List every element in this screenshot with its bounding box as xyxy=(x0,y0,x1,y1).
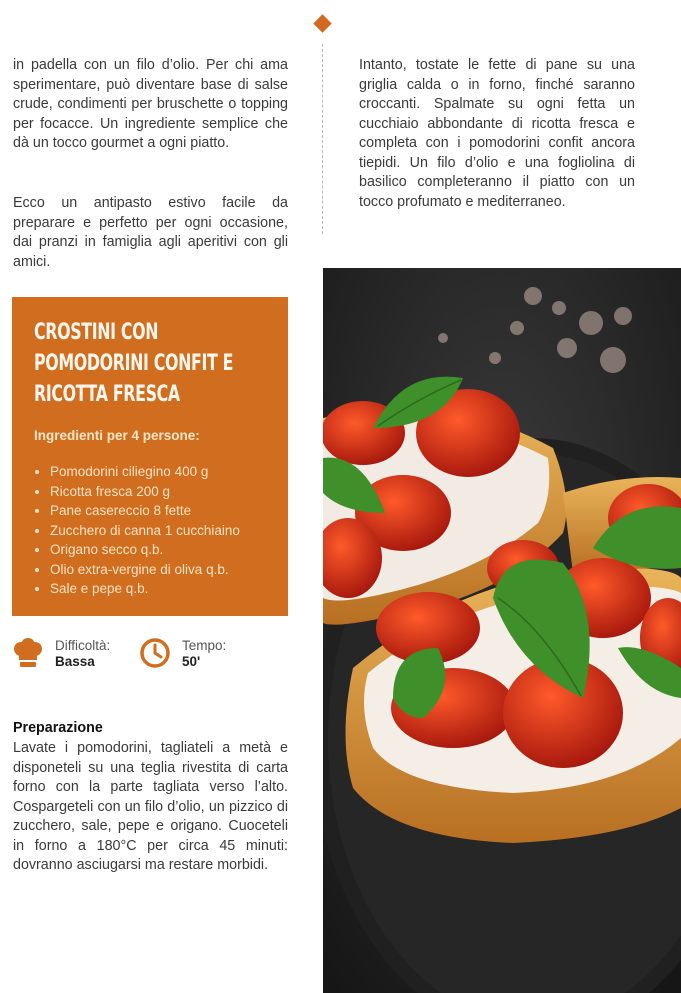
preparation-heading: Preparazione xyxy=(13,720,103,736)
time-info xyxy=(139,637,259,671)
ingredient-item: Zucchero di canna 1 cucchiaino xyxy=(34,521,266,541)
decorative-diamond xyxy=(313,14,331,32)
preparation-text: Lavate i pomodorini, tagliateli a metà e disponeteli su una teglia rivestita di carta forno con la parte tagliata verso l’alto. Cospargeteli con un filo d’olio, un pizzico di zucchero, sale, pepe e origano. Cuoceteli in forno a 180°C per circa 45 minuti: dovranno asciugarsi ma restare morbidi. xyxy=(13,740,288,873)
ingredient-list xyxy=(34,462,266,599)
column-divider xyxy=(322,44,323,234)
ingredient-item: Origano secco q.b. xyxy=(34,540,266,560)
ingredients-heading: Ingredienti per 4 persone: xyxy=(34,428,200,443)
intro-paragraph-3: Intanto, tostate le fette di pane su una griglia calda o in forno, finché saranno croccanti. Spalmate su ogni fetta un cucchiaio abbondante di ricotta fresca e completa con i pomodorini confit ancora tiepidi. Un filo d’olio e una fogliolina di basilico completeranno il piatto con un tocco profumato e mediterraneo. xyxy=(359,57,635,210)
ingredient-item: Ricotta fresca 200 g xyxy=(34,482,266,502)
ingredient-item: Pane casereccio 8 fette xyxy=(34,501,266,521)
intro-paragraph-2: Ecco un antipasto estivo facile da preparare e perfetto per ogni occasione, dai pranzi in famiglia agli aperitivi con gli amici. xyxy=(13,195,288,270)
time-label: Tempo: xyxy=(182,638,227,653)
ingredient-item: Sale e pepe q.b. xyxy=(34,579,266,599)
recipe-title: CROSTINI CON POMODORINI CONFIT E RICOTTA FRESCA xyxy=(34,320,234,407)
crostini-photo xyxy=(323,268,681,993)
clock-icon xyxy=(139,637,171,669)
ingredient-item: Pomodorini ciliegino 400 g xyxy=(34,462,266,482)
difficulty-label: Difficoltà: xyxy=(55,638,111,653)
chef-hat-icon xyxy=(12,637,44,669)
intro-paragraph-1: in padella con un filo d’olio. Per chi ama sperimentare, può diventare base di salse crude, condimenti per bruschette o topping per focacce. Un ingrediente semplice che dà un tocco gourmet a ogni piatto. xyxy=(13,57,288,151)
ingredient-item: Olio extra-vergine di oliva q.b. xyxy=(34,560,266,580)
difficulty-value: Bassa xyxy=(55,654,95,669)
difficulty-info xyxy=(12,637,132,671)
recipe-box xyxy=(12,297,288,616)
time-value: 50' xyxy=(182,654,201,669)
